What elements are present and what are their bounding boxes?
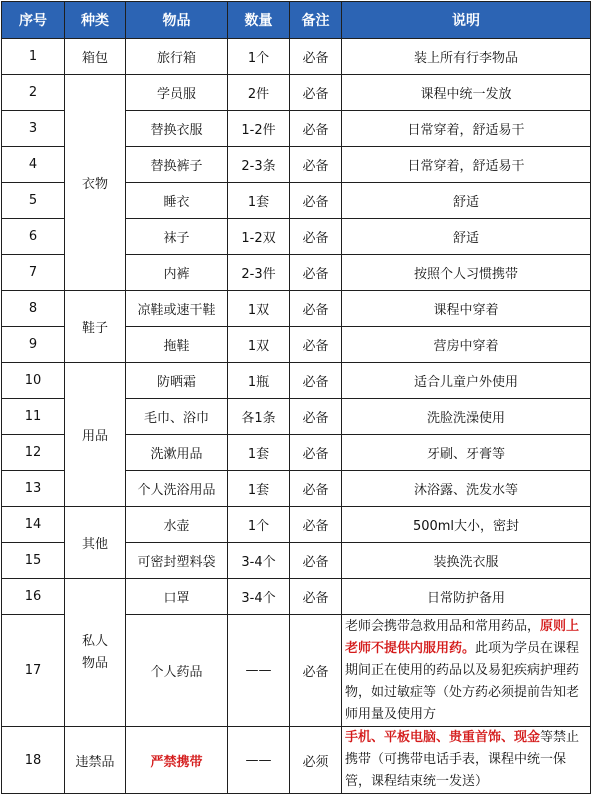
note-cell: 必备 bbox=[290, 615, 342, 727]
item-cell: 严禁携带 bbox=[126, 727, 228, 794]
row-number: 18 bbox=[2, 727, 65, 794]
description-text: 此项为学员在课程期间正在使用的药品以及易犯疾病护理药物，如过敏症等（处方药必须提前告知老师用量及使用方 bbox=[345, 640, 580, 722]
quantity-cell: —— bbox=[228, 727, 290, 794]
description-cell: 课程中统一发放 bbox=[342, 75, 591, 111]
row-number: 8 bbox=[2, 291, 65, 327]
category-cell: 鞋子 bbox=[65, 291, 126, 363]
description-text: 老师会携带急救用品和常用药品， bbox=[345, 618, 541, 634]
description-cell: 洗脸洗澡使用 bbox=[342, 399, 591, 435]
item-cell: 可密封塑料袋 bbox=[126, 543, 228, 579]
row-number: 15 bbox=[2, 543, 65, 579]
description-cell: 适合儿童户外使用 bbox=[342, 363, 591, 399]
row-number: 16 bbox=[2, 579, 65, 615]
description-cell: 营房中穿着 bbox=[342, 327, 591, 363]
row-number: 11 bbox=[2, 399, 65, 435]
row-number: 7 bbox=[2, 255, 65, 291]
item-cell: 水壶 bbox=[126, 507, 228, 543]
description-cell: 沐浴露、洗发水等 bbox=[342, 471, 591, 507]
description-cell bbox=[342, 615, 591, 727]
item-cell: 替换裤子 bbox=[126, 147, 228, 183]
description-cell: 500ml大小，密封 bbox=[342, 507, 591, 543]
quantity-cell: 1瓶 bbox=[228, 363, 290, 399]
item-cell: 内裤 bbox=[126, 255, 228, 291]
note-cell: 必须 bbox=[290, 727, 342, 794]
note-cell: 必备 bbox=[290, 543, 342, 579]
table-row bbox=[2, 291, 591, 327]
note-cell: 必备 bbox=[290, 363, 342, 399]
note-cell: 必备 bbox=[290, 219, 342, 255]
note-cell: 必备 bbox=[290, 39, 342, 75]
category-cell: 衣物 bbox=[65, 75, 126, 291]
quantity-cell: 3-4个 bbox=[228, 579, 290, 615]
row-number: 3 bbox=[2, 111, 65, 147]
row-number: 10 bbox=[2, 363, 65, 399]
quantity-cell: 2件 bbox=[228, 75, 290, 111]
row-number: 6 bbox=[2, 219, 65, 255]
row-number: 2 bbox=[2, 75, 65, 111]
quantity-cell: 1双 bbox=[228, 291, 290, 327]
category-cell: 箱包 bbox=[65, 39, 126, 75]
row-number: 1 bbox=[2, 39, 65, 75]
description-cell: 日常穿着，舒适易干 bbox=[342, 147, 591, 183]
item-cell: 替换衣服 bbox=[126, 111, 228, 147]
note-cell: 必备 bbox=[290, 291, 342, 327]
item-cell: 袜子 bbox=[126, 219, 228, 255]
description-cell: 课程中穿着 bbox=[342, 291, 591, 327]
description-cell: 舒适 bbox=[342, 183, 591, 219]
quantity-cell: 2-3件 bbox=[228, 255, 290, 291]
quantity-cell: 1个 bbox=[228, 39, 290, 75]
row-number: 17 bbox=[2, 615, 65, 727]
quantity-cell: 1-2件 bbox=[228, 111, 290, 147]
header-note: 备注 bbox=[290, 2, 342, 39]
row-number: 4 bbox=[2, 147, 65, 183]
item-cell: 洗漱用品 bbox=[126, 435, 228, 471]
header-quantity: 数量 bbox=[228, 2, 290, 39]
description-cell bbox=[342, 727, 591, 794]
category-cell: 其他 bbox=[65, 507, 126, 579]
description-cell: 日常防护备用 bbox=[342, 579, 591, 615]
description-cell: 装换洗衣服 bbox=[342, 543, 591, 579]
item-cell: 睡衣 bbox=[126, 183, 228, 219]
note-cell: 必备 bbox=[290, 327, 342, 363]
header-no: 序号 bbox=[2, 2, 65, 39]
item-cell: 拖鞋 bbox=[126, 327, 228, 363]
item-cell: 凉鞋或速干鞋 bbox=[126, 291, 228, 327]
item-cell: 学员服 bbox=[126, 75, 228, 111]
category-cell bbox=[65, 579, 126, 727]
note-cell: 必备 bbox=[290, 435, 342, 471]
row-number: 9 bbox=[2, 327, 65, 363]
note-cell: 必备 bbox=[290, 183, 342, 219]
row-number: 13 bbox=[2, 471, 65, 507]
quantity-cell: 1双 bbox=[228, 327, 290, 363]
quantity-cell: 1套 bbox=[228, 183, 290, 219]
header-category: 种类 bbox=[65, 2, 126, 39]
note-cell: 必备 bbox=[290, 111, 342, 147]
item-cell: 毛巾、浴巾 bbox=[126, 399, 228, 435]
table-row bbox=[2, 75, 591, 111]
item-cell: 个人药品 bbox=[126, 615, 228, 727]
row-number: 12 bbox=[2, 435, 65, 471]
quantity-cell: 1套 bbox=[228, 471, 290, 507]
category-cell: 用品 bbox=[65, 363, 126, 507]
description-warning-text: 原则上老师不提供内服用药。 bbox=[345, 618, 580, 656]
description-cell: 装上所有行李物品 bbox=[342, 39, 591, 75]
note-cell: 必备 bbox=[290, 399, 342, 435]
quantity-cell: 3-4个 bbox=[228, 543, 290, 579]
note-cell: 必备 bbox=[290, 579, 342, 615]
description-cell: 牙刷、牙膏等 bbox=[342, 435, 591, 471]
table-row bbox=[2, 579, 591, 615]
note-cell: 必备 bbox=[290, 507, 342, 543]
description-cell: 舒适 bbox=[342, 219, 591, 255]
table-row bbox=[2, 363, 591, 399]
item-cell: 旅行箱 bbox=[126, 39, 228, 75]
table-row bbox=[2, 507, 591, 543]
description-cell: 日常穿着，舒适易干 bbox=[342, 111, 591, 147]
quantity-cell: 1个 bbox=[228, 507, 290, 543]
note-cell: 必备 bbox=[290, 255, 342, 291]
note-cell: 必备 bbox=[290, 147, 342, 183]
quantity-cell: 1-2双 bbox=[228, 219, 290, 255]
quantity-cell: 各1条 bbox=[228, 399, 290, 435]
header-item: 物品 bbox=[126, 2, 228, 39]
packing-list-table bbox=[1, 1, 591, 794]
item-cell: 口罩 bbox=[126, 579, 228, 615]
header-description: 说明 bbox=[342, 2, 591, 39]
item-cell: 个人洗浴用品 bbox=[126, 471, 228, 507]
category-cell: 违禁品 bbox=[65, 727, 126, 794]
note-cell: 必备 bbox=[290, 75, 342, 111]
item-cell: 防晒霜 bbox=[126, 363, 228, 399]
header-row bbox=[2, 2, 591, 39]
quantity-cell: 1套 bbox=[228, 435, 290, 471]
table-row bbox=[2, 727, 591, 794]
quantity-cell: —— bbox=[228, 615, 290, 727]
category-personal-label: 私人物品 bbox=[81, 633, 108, 671]
description-text: 等禁止携带（可携带电话手表，课程中统一保管，课程结束统一发送） bbox=[345, 730, 580, 789]
description-warning-text: 手机、平板电脑、贵重首饰、现金 bbox=[345, 730, 541, 745]
description-cell: 按照个人习惯携带 bbox=[342, 255, 591, 291]
note-cell: 必备 bbox=[290, 471, 342, 507]
table-row bbox=[2, 39, 591, 75]
row-number: 5 bbox=[2, 183, 65, 219]
row-number: 14 bbox=[2, 507, 65, 543]
quantity-cell: 2-3条 bbox=[228, 147, 290, 183]
